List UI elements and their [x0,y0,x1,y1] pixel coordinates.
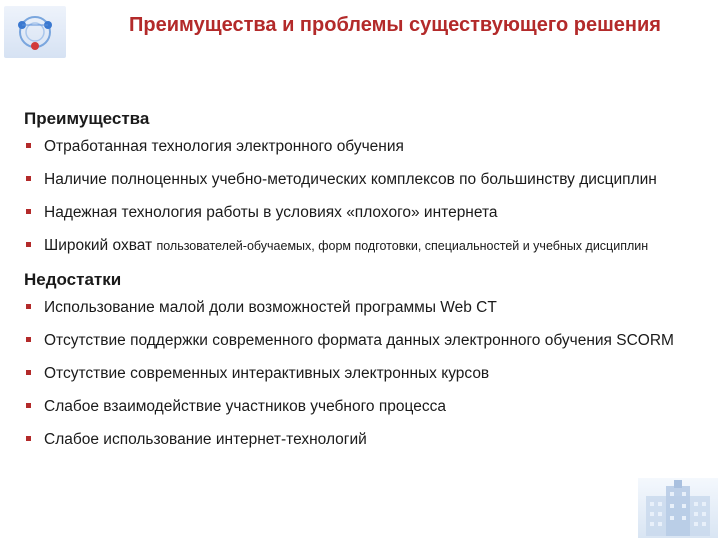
disadvantages-list [24,297,704,450]
list-item-text: Надежная технология работы в условиях «плохого» интернета [44,204,498,221]
advantages-list [24,136,704,257]
bullet-icon [26,209,31,214]
bullet-icon [26,176,31,181]
page-title: Преимущества и проблемы существующего решения [129,14,661,36]
list-item-detail: пользователей-обучаемых, форм подготовки, специальностей и учебных дисциплин [156,239,649,253]
bullet-icon [26,370,31,375]
list-item-text: Широкий охват [44,237,153,254]
list-item-text: Наличие полноценных учебно-методических комплексов по большинству дисциплин [44,171,657,188]
list-item [24,396,704,417]
section-heading-disadvantages: Недостатки [24,270,122,289]
bullet-icon [26,304,31,309]
list-item [24,429,704,450]
list-item [24,136,704,157]
list-item-text: Отсутствие современных интерактивных электронных курсов [44,365,490,382]
list-item [24,169,704,190]
list-item [24,235,704,257]
list-item-text: Слабое использование интернет-технологий [44,431,367,448]
list-item [24,297,704,318]
list-item-text: Использование малой доли возможностей программы Web CT [44,299,497,316]
bullet-icon [26,436,31,441]
content-area [24,108,704,462]
list-item-text: Отработанная технология электронного обучения [44,138,404,155]
list-item-text: Слабое взаимодействие участников учебного процесса [44,398,446,415]
section-heading-advantages: Преимущества [24,109,150,128]
bullet-icon [26,143,31,148]
bullet-icon [26,337,31,342]
list-item [24,363,704,384]
building-image-icon [638,478,718,538]
bullet-icon [26,403,31,408]
list-item [24,330,704,351]
bullet-icon [26,242,31,247]
list-item-text: Отсутствие поддержки современного формата данных электронного обучения SCORM [44,332,674,349]
list-item [24,202,704,223]
university-logo-icon [4,6,66,58]
